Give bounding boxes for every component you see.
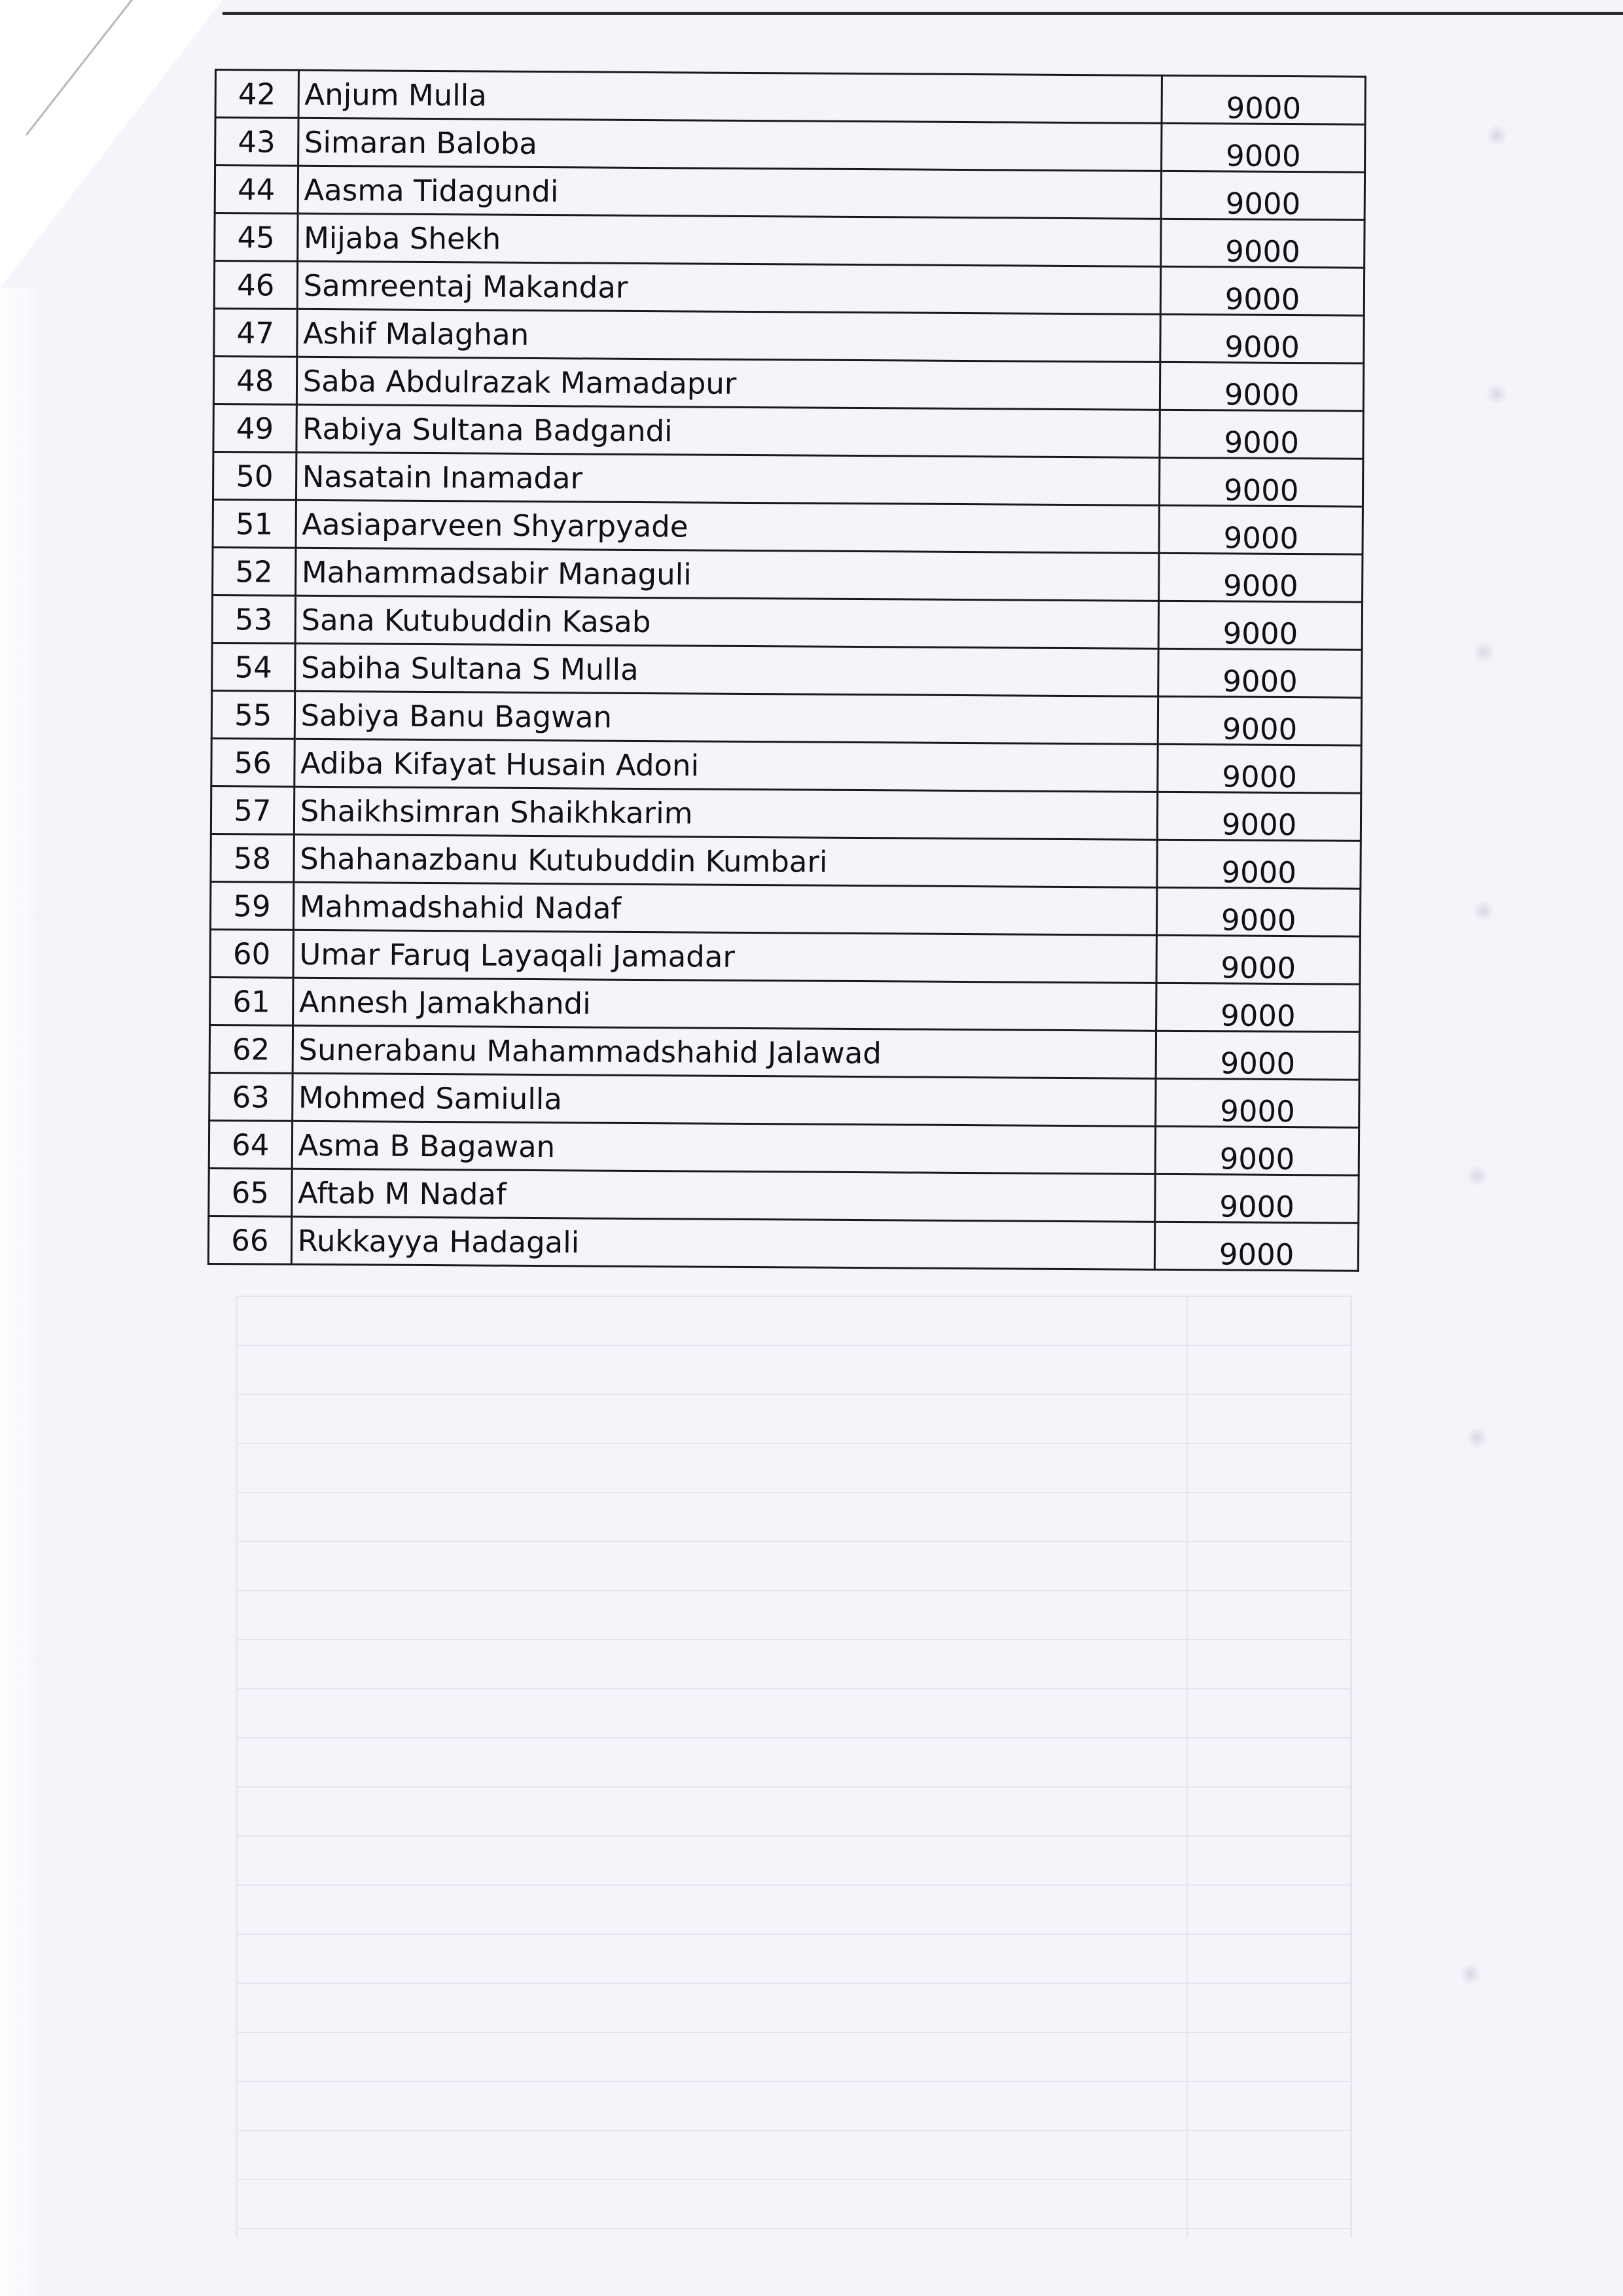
serial-number: 56	[211, 738, 294, 786]
table-row	[210, 977, 1360, 1032]
amount: 9000	[1159, 505, 1363, 554]
person-name: Nasatain Inamadar	[296, 452, 1160, 505]
person-name: Rukkayya Hadagali	[291, 1216, 1155, 1269]
page-left-edge	[0, 288, 39, 2296]
table-row	[209, 1120, 1359, 1175]
person-name: Shahanazbanu Kutubuddin Kumbari	[294, 834, 1158, 887]
amount: 9000	[1162, 75, 1365, 124]
amount: 9000	[1161, 266, 1364, 315]
person-name: Shaikhsimran Shaikhkarim	[294, 786, 1158, 839]
table-row	[208, 1216, 1358, 1271]
person-name: Sabiya Banu Bagwan	[294, 691, 1158, 744]
serial-number: 54	[212, 643, 295, 691]
amount: 9000	[1156, 935, 1360, 984]
serial-number: 50	[213, 451, 296, 500]
serial-number: 59	[210, 881, 293, 930]
serial-number: 42	[215, 70, 298, 118]
amount: 9000	[1158, 696, 1362, 745]
amount: 9000	[1162, 123, 1365, 172]
serial-number: 65	[209, 1168, 292, 1216]
table-row	[213, 404, 1363, 459]
amount: 9000	[1157, 839, 1361, 889]
serial-number: 57	[211, 786, 294, 834]
beneficiary-table	[207, 69, 1366, 1272]
page-top-edge	[223, 12, 1623, 15]
person-name: Mijaba Shekh	[297, 213, 1161, 266]
serial-number: 52	[213, 547, 296, 595]
table-row	[213, 547, 1363, 602]
person-name: Sunerabanu Mahammadshahid Jalawad	[293, 1025, 1156, 1078]
serial-number: 63	[209, 1072, 293, 1121]
table-row	[212, 595, 1362, 650]
serial-number: 43	[215, 118, 298, 166]
table-row	[211, 738, 1361, 793]
person-name: Asma B Bagawan	[292, 1121, 1156, 1174]
amount: 9000	[1159, 553, 1363, 602]
table-row	[215, 213, 1364, 268]
amount: 9000	[1158, 601, 1362, 650]
person-name: Aasiaparveen Shyarpyade	[296, 500, 1160, 553]
person-name: Aftab M Nadaf	[291, 1169, 1155, 1222]
person-name: Sabiha Sultana S Mulla	[294, 643, 1158, 696]
table-row	[213, 451, 1363, 506]
serial-number: 45	[215, 213, 298, 262]
amount: 9000	[1158, 648, 1362, 698]
ink-smudge	[1459, 1963, 1482, 1985]
amount: 9000	[1158, 792, 1361, 841]
amount: 9000	[1160, 457, 1363, 506]
person-name: Samreentaj Makandar	[297, 261, 1161, 314]
table-row	[212, 643, 1362, 698]
serial-number: 53	[212, 595, 295, 643]
amount: 9000	[1161, 171, 1364, 220]
person-name: Adiba Kifayat Husain Adoni	[294, 739, 1158, 792]
amount: 9000	[1160, 314, 1364, 363]
ink-smudge	[1466, 1165, 1488, 1187]
serial-number: 60	[210, 929, 293, 978]
serial-number: 64	[209, 1120, 292, 1169]
person-name: Saba Abdulrazak Mamadapur	[296, 357, 1160, 410]
table-row	[211, 834, 1361, 889]
table-row	[210, 881, 1360, 936]
person-name: Simaran Baloba	[298, 118, 1162, 171]
person-name: Rabiya Sultana Badgandi	[296, 404, 1160, 457]
amount: 9000	[1157, 887, 1361, 936]
table-row	[210, 929, 1360, 984]
person-name: Annesh Jamakhandi	[293, 978, 1156, 1031]
amount: 9000	[1160, 410, 1363, 459]
person-name: Sana Kutubuddin Kasab	[295, 595, 1159, 648]
ink-smudge	[1472, 900, 1495, 922]
table-row	[209, 1072, 1359, 1127]
person-name: Mahmadshahid Nadaf	[293, 882, 1157, 935]
table-row	[214, 309, 1364, 364]
person-name: Umar Faruq Layaqali Jamadar	[293, 930, 1157, 983]
serial-number: 49	[213, 404, 296, 452]
amount: 9000	[1156, 1078, 1359, 1127]
table-row	[211, 690, 1361, 745]
table-row	[215, 70, 1365, 125]
serial-number: 58	[211, 834, 294, 882]
table-row	[213, 357, 1363, 412]
amount: 9000	[1158, 744, 1361, 793]
person-name: Mahammadsabir Managuli	[295, 548, 1159, 601]
serial-number: 46	[214, 261, 297, 309]
folded-corner	[0, 0, 223, 288]
amount: 9000	[1156, 983, 1360, 1032]
serial-number: 66	[208, 1216, 291, 1264]
amount: 9000	[1155, 1222, 1359, 1271]
ink-smudge	[1466, 1426, 1488, 1449]
serial-number: 44	[215, 166, 298, 214]
serial-number: 62	[209, 1025, 293, 1073]
ink-smudge	[1486, 124, 1508, 147]
amount: 9000	[1156, 1126, 1359, 1175]
person-name: Aasma Tidagundi	[298, 166, 1162, 219]
table-row	[215, 166, 1364, 221]
amount: 9000	[1161, 219, 1364, 268]
serial-number: 48	[213, 357, 296, 405]
serial-number: 61	[210, 977, 293, 1025]
amount: 9000	[1155, 1174, 1359, 1223]
amount: 9000	[1160, 362, 1364, 411]
person-name: Anjum Mulla	[298, 70, 1162, 123]
table-row	[214, 261, 1364, 316]
table-row	[211, 786, 1361, 841]
table-row	[209, 1025, 1359, 1080]
table-body	[208, 70, 1365, 1271]
person-name: Mohmed Samiulla	[292, 1073, 1156, 1126]
serial-number: 51	[213, 499, 296, 548]
person-name: Ashif Malaghan	[296, 309, 1160, 362]
serial-number: 47	[214, 309, 297, 357]
serial-number: 55	[211, 690, 294, 739]
table-row	[215, 118, 1365, 173]
reverse-side-bleed-through	[236, 1296, 1352, 2238]
table-row	[213, 499, 1363, 554]
amount: 9000	[1156, 1031, 1359, 1080]
table-row	[209, 1168, 1359, 1223]
ink-smudge	[1486, 383, 1508, 405]
ink-smudge	[1472, 641, 1495, 663]
